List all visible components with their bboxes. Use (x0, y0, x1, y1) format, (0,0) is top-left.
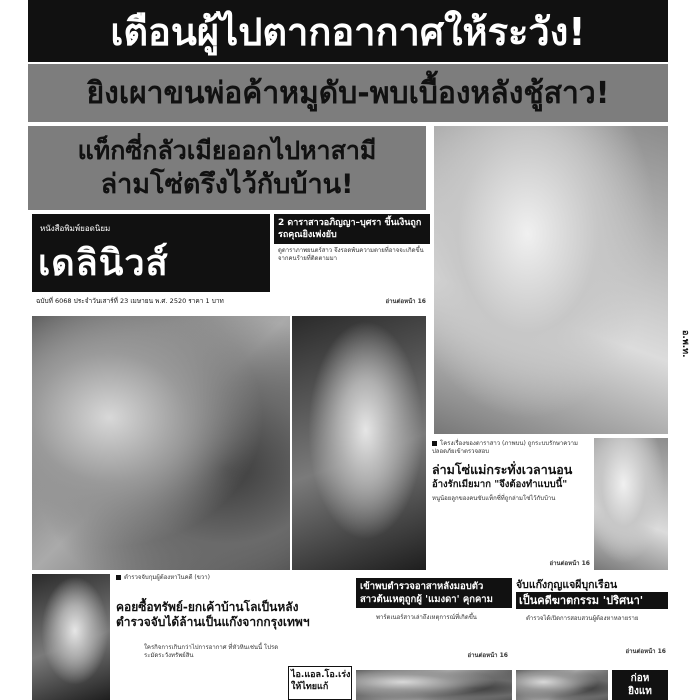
bottom-right-story (516, 578, 668, 700)
third-headline-line2: ล่ามโซ่ตรึงไว้กับบ้าน! (100, 169, 354, 200)
bottom-left-headline-line2: ตำรวจจับได้ล้านเป็นแก๊งจากกรุงเทพฯ (116, 615, 310, 629)
bottom-mid-body: พาร์ตเนอร์สาวเล่าถึงเหตุการณ์ที่เกิดขึ้น (376, 614, 477, 621)
bottom-mid-headline-line1: เข้าพบตำรวจอาสาหลังมอบตัว (360, 581, 484, 592)
bottom-left-intro: ตำรวจจับกุมผู้ต้องหาในคดี (ขวา) (124, 574, 210, 581)
bottom-left-box: ไอ.แอล.โอ.เร่ง ให้ไทยแก้ (288, 666, 352, 700)
bottom-mid-photo (356, 670, 512, 700)
second-headline: ยิงเผาขนพ่อค้าหมูดับ-พบเบื้องหลังชู้สาว! (86, 75, 610, 111)
main-headline: เตือนผู้ไปตากอากาศให้ระวัง! (110, 9, 586, 54)
teaser-body: ดูดาราภาพยนตร์สาว จึงรอดพ้นความตายที่อาจจะเกิดขึ้นจากคนร้ายที่ติดตามมา (278, 247, 424, 262)
man-portrait-photo (292, 316, 426, 570)
top-right-photo (434, 126, 668, 434)
lower-story-more: อ่านต่อหน้า 16 (549, 560, 590, 567)
bottom-mid-story (356, 578, 512, 700)
bottom-right-headline-line2: เป็นคดีฆาตกรรม 'ปริศนา' (516, 592, 668, 609)
third-headline-banner (28, 126, 426, 210)
second-headline-banner (28, 64, 668, 122)
masthead-edition: ฉบับที่ 6068 ประจำวันเสาร์ที่ 23 เมษายน พ.ศ. 2520 ราคา 1 บาท (32, 292, 270, 310)
masthead (32, 214, 270, 310)
bottom-left-body: ใครกิจการเกินกว่าไปการอากาศ ที่หัวหินเช่นนี้ โปรดระมัดระวังทรัพย์สิน (144, 644, 279, 659)
bottom-left-story (116, 574, 352, 700)
bottom-right-more: อ่านต่อหน้า 16 (625, 648, 666, 655)
masthead-name: เดลินิวส์ (38, 243, 169, 284)
bullet-icon (116, 575, 121, 580)
bottom-right-corner-box (612, 670, 668, 700)
third-headline-line1: แท็กซี่กลัวเมียออกไปหาสามี (77, 136, 377, 165)
family-photo (32, 316, 290, 570)
teaser-box (274, 214, 430, 310)
teaser-title: 2 ดาราสาวอภิญญา–บุศรา ขึ้นเงินถูกรถคุณยิงเพ่งยับ (274, 214, 430, 244)
masthead-slogan: หนังสือพิมพ์ยอดนิยม (40, 224, 111, 233)
bottom-right-headline-line1: จับแก๊งกุญแจผีบุกเรือน (516, 579, 618, 591)
suspect-photo (32, 574, 110, 700)
lower-story (432, 438, 592, 570)
side-label: อ.พ.ท. (680, 330, 690, 358)
bottom-mid-more: อ่านต่อหน้า 16 (467, 652, 508, 659)
bullet-icon (432, 441, 437, 446)
corner-line1: ก่อห (630, 673, 650, 684)
woman-portrait-photo (594, 438, 668, 570)
lower-story-headline-line1: ล่ามโซ่แม่กระทั่งเวลานอน (432, 462, 573, 477)
bottom-right-photo (516, 670, 608, 700)
lower-story-intro: โครงเรื่องของดาราสาว (ภาพบน) ถูกระบบรักษาความปลอดภัยเข้าตรวจสอบ (432, 440, 578, 455)
teaser-more: อ่านต่อหน้า 16 (385, 298, 426, 305)
corner-line2: ยิงแท (628, 686, 652, 697)
bottom-right-body: ตำรวจได้เปิดการสอบสวนผู้ต้องหาหลายราย (526, 615, 639, 622)
lower-story-body: หนูน้อยลูกของคนขับแท็กซี่ที่ถูกล่ามโซ่ไว้กับบ้าน (432, 495, 556, 502)
bottom-left-headline-line1: คอยซื้อทรัพย์-ยกเค้าบ้านโลเป็นหลัง (116, 600, 299, 614)
lower-story-headline-line2: อ้างรักเมียมาก "จึงต้องทำแบบนี้" (432, 479, 568, 490)
bottom-mid-headline-line2: สาวต้นเหตุถูกผู้ 'แมงดา' คุกคาม (360, 594, 493, 605)
main-headline-banner (28, 0, 668, 62)
